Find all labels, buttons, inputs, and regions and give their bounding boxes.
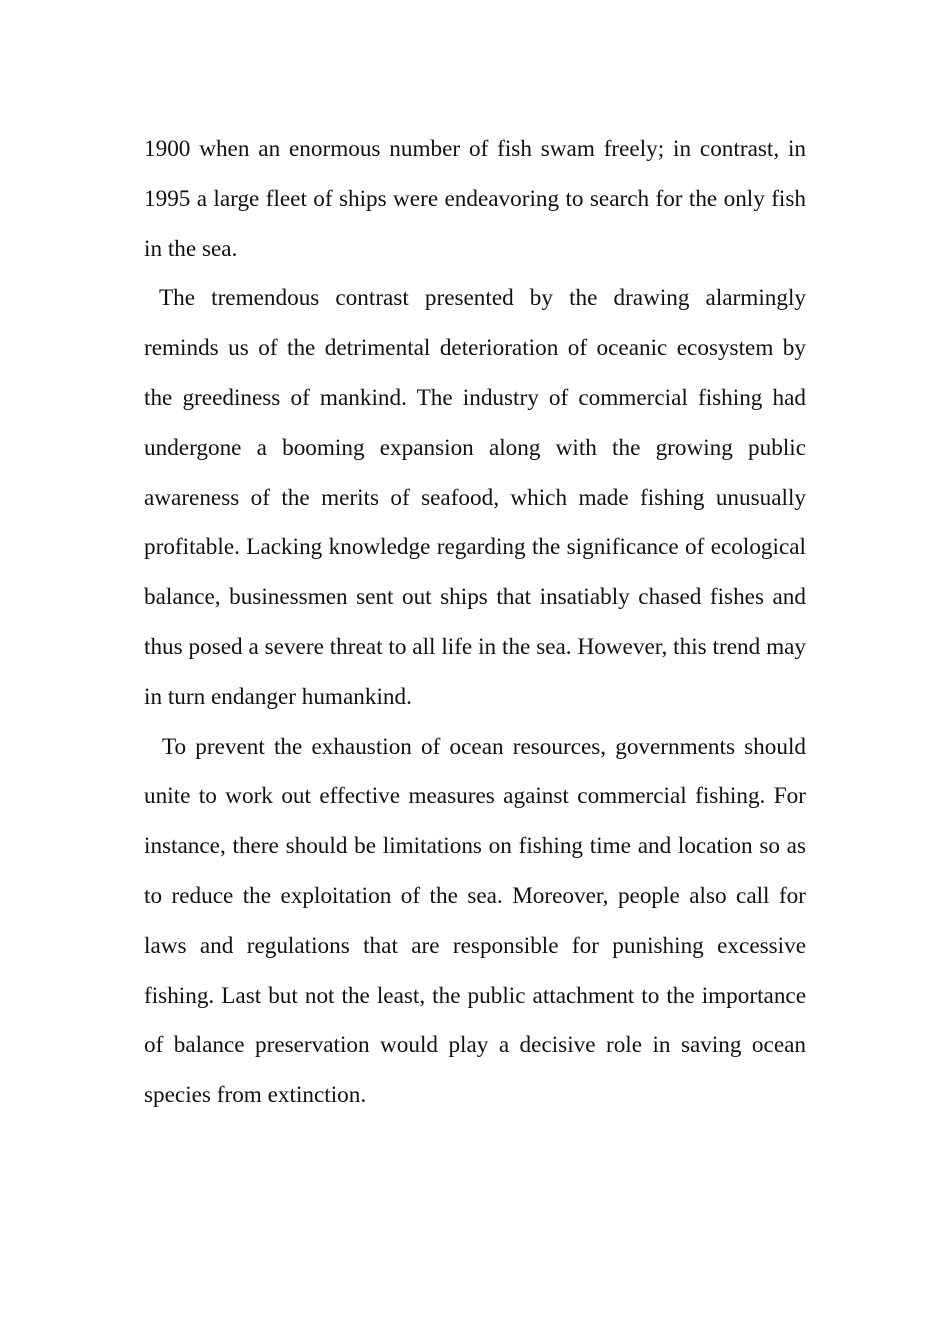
- paragraph-2: The tremendous contrast presented by the drawing alarmingly reminds us of the detrimental deterioration of oceanic ecosystem by the greediness of mankind. The industry of commercial fishing had undergone a booming expansion along with the growing public awareness of the merits of seafood, which made fishing unusually profitable. Lacking knowledge regarding the significance of ecological balance, businessmen sent out ships that insatiably chased fishes and thus posed a severe threat to all life in the sea. However, this trend may in turn endanger humankind.: [144, 285, 806, 710]
- paragraph-3: To prevent the exhaustion of ocean resources, governments should unite to work out effective measures against commercial fishing. For instance, there should be limitations on fishing time and location so as to reduce the exploitation of the sea. Moreover, people also call for laws and regulations that are responsible for punishing excessive fishing. Last but not the least, the public attachment to the importance of balance preservation would play a decisive role in saving ocean species from extinction.: [144, 733, 806, 1109]
- essay-body: [144, 125, 806, 1121]
- paragraph-1: 1900 when an enormous number of fish swam freely; in contrast, in 1995 a large fleet of ships were endeavoring to search for the only fish in the sea.: [144, 136, 806, 262]
